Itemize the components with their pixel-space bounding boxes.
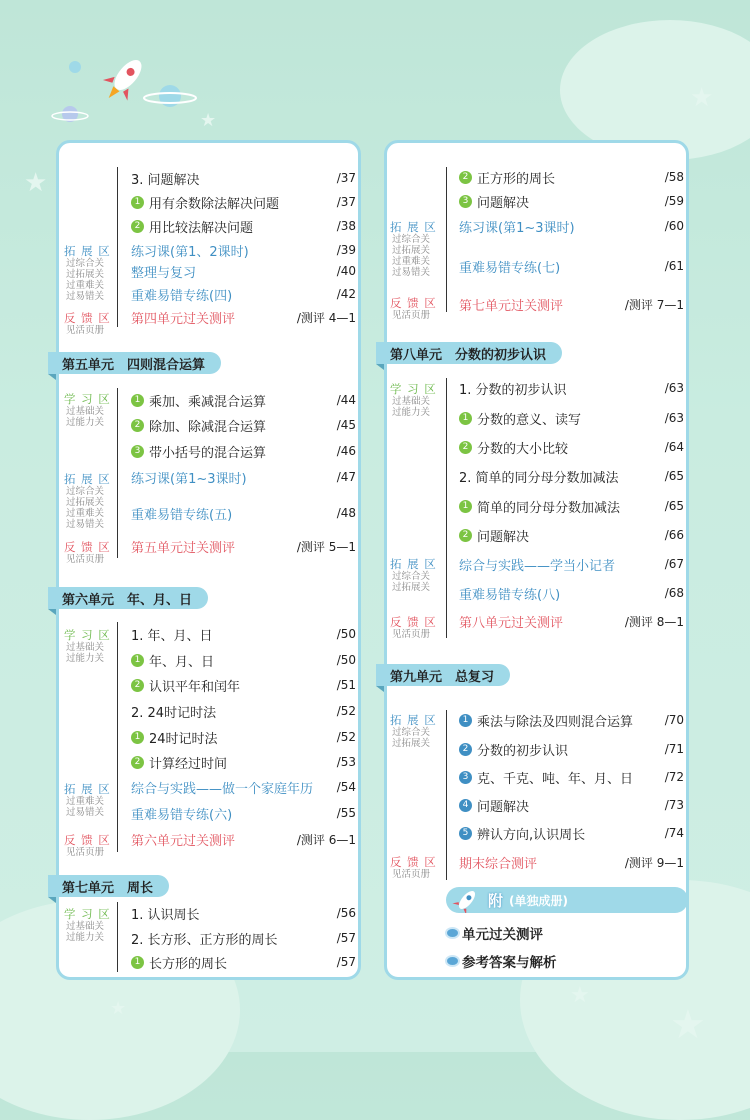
zone-heading: 反 馈 区 <box>390 296 437 310</box>
zone-sublabel: 过拓展关 <box>392 738 431 749</box>
toc-entry-page: /测评 9—1 <box>624 855 684 870</box>
toc-entry-page: /37 <box>336 195 356 209</box>
toc-entry[interactable] <box>131 777 356 797</box>
toc-entry-title: 第七单元过关测评 <box>459 298 564 314</box>
zone-heading: 学 习 区 <box>64 907 111 921</box>
zone-sublabel: 过基础关 <box>66 406 105 417</box>
toc-entry-title: 第六单元过关测评 <box>131 833 236 849</box>
zone-sublabel: 见活页册 <box>66 847 105 858</box>
divider <box>117 167 118 327</box>
number-badge-icon: 2 <box>131 419 144 432</box>
toc-entry-title: 1. 认识周长 <box>131 907 200 923</box>
toc-entry-title: 3. 问题解决 <box>131 172 200 188</box>
zone-heading: 拓 展 区 <box>64 244 111 258</box>
star-icon: ★ <box>110 998 127 1019</box>
toc-entry-title: 辨认方向,认识周长 <box>477 827 586 843</box>
appendix-item-label: 单元过关测评 <box>462 927 543 943</box>
toc-entry[interactable] <box>459 216 684 236</box>
zone-heading: 反 馈 区 <box>64 311 111 325</box>
toc-entry-page: /50 <box>336 627 356 641</box>
zone-label <box>64 782 111 818</box>
number-badge-icon: 2 <box>131 756 144 769</box>
toc-entry[interactable] <box>131 928 356 948</box>
toc-entry-title: 正方形的周长 <box>477 171 556 187</box>
number-badge-icon: 1 <box>131 956 144 969</box>
zone-sublabel: 见活页册 <box>392 869 431 880</box>
zone-label <box>64 392 111 428</box>
zone-heading: 反 馈 区 <box>64 540 111 554</box>
toc-entry-page: /64 <box>664 440 684 454</box>
toc-entry[interactable] <box>131 192 356 212</box>
zone-label <box>390 220 437 278</box>
zone-sublabel: 过重难关 <box>66 796 105 807</box>
toc-entry[interactable] <box>459 795 684 815</box>
toc-entry-title: 重难易错专练(四) <box>131 288 233 304</box>
toc-entry[interactable] <box>131 261 356 281</box>
toc-entry-title: 认识平年和闰年 <box>149 679 241 695</box>
toc-entry-page: /67 <box>664 557 684 571</box>
planet-bullet-icon <box>447 929 458 937</box>
number-badge-icon: 4 <box>459 799 472 812</box>
cloud-shape <box>560 20 750 160</box>
toc-entry[interactable] <box>131 503 356 523</box>
toc-entry-page: /测评 8—1 <box>624 614 684 629</box>
number-badge-icon: 2 <box>131 220 144 233</box>
toc-entry[interactable] <box>459 437 684 457</box>
number-badge-icon: 3 <box>459 771 472 784</box>
toc-entry-page: /45 <box>336 418 356 432</box>
toc-entry-page: /58 <box>664 170 684 184</box>
zone-label <box>390 855 437 880</box>
toc-entry-page: /70 <box>664 713 684 727</box>
toc-entry-page: /65 <box>664 469 684 483</box>
planet-bullet-icon <box>447 957 458 965</box>
toc-entry-title: 重难易错专练(六) <box>131 807 233 823</box>
appendix-item[interactable] <box>447 923 543 943</box>
toc-entry-page: /52 <box>336 704 356 718</box>
zone-label <box>64 472 111 530</box>
toc-entry-page: /测评 7—1 <box>624 297 684 312</box>
toc-entry[interactable] <box>459 611 684 631</box>
star-icon: ★ <box>200 110 217 131</box>
number-badge-icon: 3 <box>131 445 144 458</box>
banner-fold <box>376 364 384 370</box>
appendix-banner <box>446 887 688 913</box>
banner-fold <box>48 609 56 615</box>
zone-sublabel: 见活页册 <box>66 554 105 565</box>
toc-entry[interactable] <box>131 701 356 721</box>
toc-entry-title: 重难易错专练(八) <box>459 587 561 603</box>
zone-sublabel: 过综合关 <box>392 571 431 582</box>
toc-entry[interactable] <box>131 168 356 188</box>
unit-banner: 第九单元 总复习 <box>376 664 510 686</box>
toc-entry[interactable] <box>131 952 356 972</box>
toc-entry-title: 1. 分数的初步认识 <box>459 382 567 398</box>
planet-icon <box>140 78 200 118</box>
toc-entry[interactable] <box>131 536 356 556</box>
toc-entry-page: /测评 6—1 <box>296 832 356 847</box>
toc-entry-page: /63 <box>664 381 684 395</box>
toc-entry-page: /74 <box>664 826 684 840</box>
toc-entry-title: 计算经过时间 <box>149 756 228 772</box>
toc-entry-title: 练习课(第1、2课时) <box>131 244 249 260</box>
toc-entry[interactable] <box>459 525 684 545</box>
toc-entry[interactable] <box>459 191 684 211</box>
number-badge-icon: 1 <box>459 500 472 513</box>
star-icon: ★ <box>670 1002 706 1048</box>
zone-sublabel: 过重难关 <box>66 280 105 291</box>
toc-entry-title: 期末综合测评 <box>459 856 538 872</box>
toc-entry-page: /50 <box>336 653 356 667</box>
divider <box>117 902 118 972</box>
unit-banner: 第八单元 分数的初步认识 <box>376 342 562 364</box>
zone-sublabel: 过综合关 <box>392 234 431 245</box>
number-badge-icon: 1 <box>459 412 472 425</box>
toc-entry-title: 2. 24时记时法 <box>131 705 217 721</box>
number-badge-icon: 2 <box>459 441 472 454</box>
zone-heading: 拓 展 区 <box>390 220 437 234</box>
toc-entry-title: 24时记时法 <box>149 731 218 747</box>
toc-entry-title: 乘加、乘减混合运算 <box>149 394 267 410</box>
toc-entry[interactable] <box>459 554 684 574</box>
toc-entry-title: 综合与实践——学当小记者 <box>459 558 616 574</box>
toc-entry-title: 年、月、日 <box>149 654 215 670</box>
star-icon: ★ <box>690 83 714 113</box>
zone-sublabel: 过基础关 <box>66 642 105 653</box>
zone-label <box>390 615 437 640</box>
zone-heading: 学 习 区 <box>64 628 111 642</box>
zone-heading: 拓 展 区 <box>390 557 437 571</box>
zone-label <box>64 311 111 336</box>
zone-sublabel: 过综合关 <box>66 486 105 497</box>
toc-entry-page: /59 <box>664 194 684 208</box>
zone-sublabel: 过能力关 <box>66 417 105 428</box>
zone-sublabel: 过拓展关 <box>66 497 105 508</box>
toc-entry-page: /53 <box>336 755 356 769</box>
zone-heading: 拓 展 区 <box>390 713 437 727</box>
appendix-title: 附 <box>488 891 504 910</box>
toc-entry-page: /68 <box>664 586 684 600</box>
zone-sublabel: 过能力关 <box>66 653 105 664</box>
toc-entry-page: /71 <box>664 742 684 756</box>
toc-entry[interactable] <box>459 823 684 843</box>
toc-entry[interactable] <box>459 583 684 603</box>
zone-sublabel: 过易错关 <box>66 807 105 818</box>
toc-entry-page: /52 <box>336 730 356 744</box>
zone-label <box>64 540 111 565</box>
toc-entry-page: /47 <box>336 470 356 484</box>
toc-entry[interactable] <box>459 294 684 314</box>
toc-entry[interactable] <box>131 284 356 304</box>
zone-sublabel: 见活页册 <box>66 325 105 336</box>
zone-sublabel: 过综合关 <box>392 727 431 738</box>
divider <box>446 378 447 638</box>
number-badge-icon: 2 <box>459 171 472 184</box>
toc-entry-title: 分数的大小比较 <box>477 441 569 457</box>
zone-label <box>390 713 437 749</box>
toc-entry-title: 用比较法解决问题 <box>149 220 254 236</box>
number-badge-icon: 2 <box>459 529 472 542</box>
zone-heading: 学 习 区 <box>390 382 437 396</box>
toc-entry[interactable] <box>459 466 684 486</box>
toc-entry[interactable] <box>131 903 356 923</box>
divider <box>446 167 447 312</box>
appendix-item-label: 参考答案与解析 <box>462 955 557 971</box>
star-icon: ★ <box>570 983 590 1008</box>
number-badge-icon: 1 <box>131 654 144 667</box>
toc-entry-page: /61 <box>664 259 684 273</box>
toc-entry-page: /72 <box>664 770 684 784</box>
rocket-icon <box>450 887 484 913</box>
toc-entry[interactable] <box>131 307 356 327</box>
zone-label <box>64 833 111 858</box>
toc-entry-title: 问题解决 <box>477 529 530 545</box>
toc-entry-page: /38 <box>336 219 356 233</box>
toc-entry[interactable] <box>459 767 684 787</box>
toc-entry-title: 简单的同分母分数加减法 <box>477 500 621 516</box>
number-badge-icon: 1 <box>131 394 144 407</box>
banner-fold <box>48 897 56 903</box>
number-badge-icon: 2 <box>131 679 144 692</box>
zone-sublabel: 过基础关 <box>392 396 431 407</box>
zone-sublabel: 过易错关 <box>392 267 431 278</box>
zone-sublabel: 过能力关 <box>66 932 105 943</box>
zone-label <box>64 244 111 302</box>
toc-entry-title: 带小括号的混合运算 <box>149 445 267 461</box>
toc-entry-page: /44 <box>336 393 356 407</box>
toc-entry-page: /54 <box>336 780 356 794</box>
toc-entry-title: 1. 年、月、日 <box>131 628 213 644</box>
toc-entry[interactable] <box>459 378 684 398</box>
toc-entry-page: /55 <box>336 806 356 820</box>
toc-entry-page: /63 <box>664 411 684 425</box>
toc-entry-title: 问题解决 <box>477 799 530 815</box>
toc-entry-page: /39 <box>336 243 356 257</box>
toc-entry-title: 重难易错专练(七) <box>459 260 561 276</box>
zone-sublabel: 过拓展关 <box>66 269 105 280</box>
toc-entry-title: 练习课(第1~3课时) <box>131 471 247 487</box>
appendix-subtitle: (单独成册) <box>509 893 568 908</box>
toc-entry-page: /46 <box>336 444 356 458</box>
toc-entry-page: /56 <box>336 906 356 920</box>
toc-entry-page: /测评 5—1 <box>296 539 356 554</box>
toc-entry-title: 综合与实践——做一个家庭年历 <box>131 781 314 797</box>
toc-entry-title: 重难易错专练(五) <box>131 507 233 523</box>
zone-sublabel: 过易错关 <box>66 291 105 302</box>
toc-entry-title: 练习课(第1~3课时) <box>459 220 575 236</box>
banner-fold <box>48 374 56 380</box>
toc-entry[interactable] <box>131 675 356 695</box>
toc-entry[interactable] <box>131 803 356 823</box>
toc-entry-page: /60 <box>664 219 684 233</box>
zone-sublabel: 见活页册 <box>392 629 431 640</box>
zone-heading: 拓 展 区 <box>64 782 111 796</box>
toc-entry[interactable] <box>131 727 356 747</box>
toc-entry-title: 长方形的周长 <box>149 956 228 972</box>
toc-entry-title: 第四单元过关测评 <box>131 311 236 327</box>
toc-entry-title: 第八单元过关测评 <box>459 615 564 631</box>
unit-banner: 第五单元 四则混合运算 <box>48 352 221 374</box>
zone-label <box>390 296 437 321</box>
toc-entry[interactable] <box>131 415 356 435</box>
toc-entry[interactable] <box>131 650 356 670</box>
number-badge-icon: 1 <box>131 196 144 209</box>
zone-label <box>390 382 437 418</box>
zone-sublabel: 过综合关 <box>66 258 105 269</box>
toc-entry[interactable] <box>131 752 356 772</box>
toc-entry-title: 分数的初步认识 <box>477 743 569 759</box>
toc-entry-page: /65 <box>664 499 684 513</box>
toc-entry-page: /42 <box>336 287 356 301</box>
zone-sublabel: 过基础关 <box>66 921 105 932</box>
number-badge-icon: 2 <box>459 743 472 756</box>
toc-entry[interactable] <box>459 739 684 759</box>
toc-entry-title: 乘法与除法及四则混合运算 <box>477 714 634 730</box>
number-badge-icon: 1 <box>459 714 472 727</box>
star-icon: ★ <box>24 168 48 198</box>
zone-heading: 反 馈 区 <box>390 615 437 629</box>
divider <box>446 710 447 880</box>
toc-entry-title: 除加、除减混合运算 <box>149 419 267 435</box>
toc-entry-page: /测评 4—1 <box>296 310 356 325</box>
zone-label <box>390 557 437 593</box>
toc-entry-title: 问题解决 <box>477 195 530 211</box>
zone-sublabel: 过拓展关 <box>392 582 431 593</box>
toc-entry[interactable] <box>131 441 356 461</box>
number-badge-icon: 5 <box>459 827 472 840</box>
toc-entry-page: /57 <box>336 931 356 945</box>
toc-entry[interactable] <box>459 408 684 428</box>
toc-entry[interactable] <box>131 467 356 487</box>
divider <box>117 388 118 558</box>
toc-entry-page: /73 <box>664 798 684 812</box>
toc-entry[interactable] <box>131 390 356 410</box>
toc-entry[interactable] <box>131 240 356 260</box>
banner-fold <box>376 686 384 692</box>
zone-sublabel: 过能力关 <box>392 407 431 418</box>
toc-entry-page: /57 <box>336 955 356 969</box>
unit-banner: 第六单元 年、月、日 <box>48 587 208 609</box>
toc-entry-title: 分数的意义、读写 <box>477 412 582 428</box>
toc-entry-page: /48 <box>336 506 356 520</box>
toc-entry[interactable] <box>459 852 684 872</box>
toc-entry[interactable] <box>459 256 684 276</box>
zone-heading: 反 馈 区 <box>64 833 111 847</box>
toc-entry-title: 第五单元过关测评 <box>131 540 236 556</box>
zone-sublabel: 过重难关 <box>66 508 105 519</box>
number-badge-icon: 1 <box>131 731 144 744</box>
zone-heading: 反 馈 区 <box>390 855 437 869</box>
toc-entry[interactable] <box>459 710 684 730</box>
toc-entry[interactable] <box>131 829 356 849</box>
zone-heading: 拓 展 区 <box>64 472 111 486</box>
number-badge-icon: 3 <box>459 195 472 208</box>
zone-heading: 学 习 区 <box>64 392 111 406</box>
toc-entry-title: 2. 简单的同分母分数加减法 <box>459 470 619 486</box>
toc-entry-title: 2. 长方形、正方形的周长 <box>131 932 278 948</box>
toc-entry-title: 整理与复习 <box>131 265 197 281</box>
toc-entry-title: 克、千克、吨、年、月、日 <box>477 771 634 787</box>
toc-entry[interactable] <box>131 216 356 236</box>
zone-label <box>64 907 111 943</box>
toc-entry-page: /37 <box>336 171 356 185</box>
zone-sublabel: 过拓展关 <box>392 245 431 256</box>
appendix-item[interactable] <box>447 951 557 971</box>
toc-entry[interactable] <box>459 496 684 516</box>
toc-entry-page: /40 <box>336 264 356 278</box>
toc-entry[interactable] <box>459 167 684 187</box>
toc-entry-page: /51 <box>336 678 356 692</box>
zone-sublabel: 过易错关 <box>66 519 105 530</box>
toc-entry-title: 用有余数除法解决问题 <box>149 196 280 212</box>
planet-icon <box>50 100 90 130</box>
zone-label <box>64 628 111 664</box>
zone-sublabel: 过重难关 <box>392 256 431 267</box>
toc-entry[interactable] <box>131 624 356 644</box>
divider <box>117 622 118 852</box>
toc-entry-page: /66 <box>664 528 684 542</box>
unit-banner: 第七单元 周长 <box>48 875 169 897</box>
zone-sublabel: 见活页册 <box>392 310 431 321</box>
